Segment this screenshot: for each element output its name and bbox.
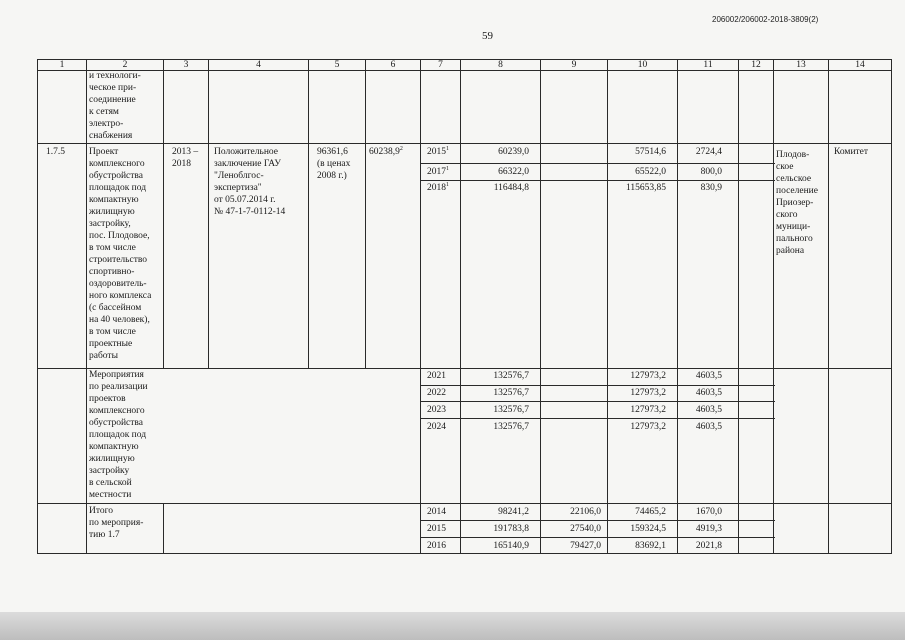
totals-year-1: 2014 [427, 507, 446, 517]
totals-year-3: 2016 [427, 541, 446, 551]
scan-bottom-edge [0, 612, 905, 640]
column-number-9: 9 [571, 60, 577, 70]
item-total-2: 66322,0 [498, 167, 529, 177]
column-number-5: 5 [334, 60, 340, 70]
item-year-2: 2017$^1$ [427, 165, 449, 177]
column-number-2: 2 [122, 60, 128, 70]
item-local-2: 800,0 [700, 167, 722, 177]
measures-regional-3: 127973,2 [630, 405, 666, 415]
totals-total-3: 165140,9 [493, 541, 529, 551]
column-number-11: 11 [703, 60, 713, 70]
item-cost: 96361,6 (в ценах 2008 г.) [317, 147, 351, 181]
item-regional-1: 57514,6 [635, 147, 666, 157]
totals-local-3: 2021,8 [695, 541, 722, 551]
totals-local-2: 4919,3 [695, 524, 722, 534]
column-number-6: 6 [390, 60, 396, 70]
column-number-13: 13 [796, 60, 806, 70]
column-number-1: 1 [59, 60, 65, 70]
column-number-3: 3 [183, 60, 189, 70]
column-number-14: 14 [855, 60, 865, 70]
item-total-1: 60239,0 [498, 147, 529, 157]
totals-regional-3: 83692,1 [635, 541, 666, 551]
measures-total-1: 132576,7 [493, 371, 529, 381]
item-document: Положительное заключение ГАУ "Леноблгос- экспертиза" от 05.07.2014 г. № 47-1-7-0112-14 [214, 147, 286, 217]
item-year-3: 2018$^1$ [427, 181, 449, 193]
column-number-12: 12 [751, 60, 761, 70]
totals-regional-2: 159324,5 [630, 524, 666, 534]
totals-federal-2: 27540,0 [570, 524, 601, 534]
item-name: Проект комплексного обустройства площадок под компактную жилищную застройку, пос. Плодовое, в том числе строительство спортивно- оздоровитель- ного комплекса (с бассейном на 40 человек), в том числе проектные работы [89, 147, 152, 361]
item-number: 1.7.5 [46, 147, 65, 157]
measures-regional-1: 127973,2 [630, 371, 666, 381]
measures-year-3: 2023 [427, 405, 446, 415]
column-number-8: 8 [498, 60, 503, 70]
item-period: 2013 – 2018 [172, 147, 199, 169]
continuation-text: и технологи- ческое при- соединение к сетям электро- снабжения [89, 71, 141, 141]
totals-name: Итого по мероприя- тию 1.7 [89, 506, 144, 540]
item-regional-2: 65522,0 [635, 167, 666, 177]
column-number-10: 10 [637, 60, 648, 70]
totals-total-1: 98241,2 [498, 507, 529, 517]
totals-year-2: 2015 [427, 524, 446, 534]
measures-name: Мероприятия по реализации проектов комплексного обустройства площадок под компактную жилищную застройку в сельской местности [89, 370, 148, 500]
document-code: 206002/206002-2018-3809(2) [712, 15, 819, 24]
measures-regional-2: 127973,2 [630, 388, 666, 398]
column-number-4: 4 [256, 60, 261, 70]
measures-year-4: 2024 [427, 422, 446, 432]
item-executor: Комитет [834, 147, 869, 157]
item-total-3: 116484,8 [493, 183, 529, 193]
totals-regional-1: 74465,2 [635, 507, 666, 517]
item-local-1: 2724,4 [695, 147, 722, 157]
totals-federal-1: 22106,0 [570, 507, 601, 517]
measures-regional-4: 127973,2 [630, 422, 666, 432]
item-year-1: 2015$^1$ [427, 145, 449, 157]
item-recipient: Плодов- ское сельское поселение Приозер- ского муници- пального района [776, 150, 818, 256]
item-regional-3: 115653,85 [625, 183, 666, 193]
measures-total-4: 132576,7 [493, 422, 529, 432]
totals-local-1: 1670,0 [695, 507, 722, 517]
measures-local-2: 4603,5 [695, 388, 722, 398]
measures-total-3: 132576,7 [493, 405, 529, 415]
item-remaining: 60238,9$^2$ [369, 145, 403, 157]
measures-year-1: 2021 [427, 371, 446, 381]
page-number: 59 [482, 30, 493, 42]
measures-local-4: 4603,5 [695, 422, 722, 432]
column-number-7: 7 [438, 60, 443, 70]
measures-local-3: 4603,5 [695, 405, 722, 415]
item-local-3: 830,9 [700, 183, 722, 193]
measures-local-1: 4603,5 [695, 371, 722, 381]
totals-total-2: 191783,8 [493, 524, 529, 534]
measures-year-2: 2022 [427, 388, 446, 398]
totals-federal-3: 79427,0 [570, 541, 601, 551]
measures-total-2: 132576,7 [493, 388, 529, 398]
